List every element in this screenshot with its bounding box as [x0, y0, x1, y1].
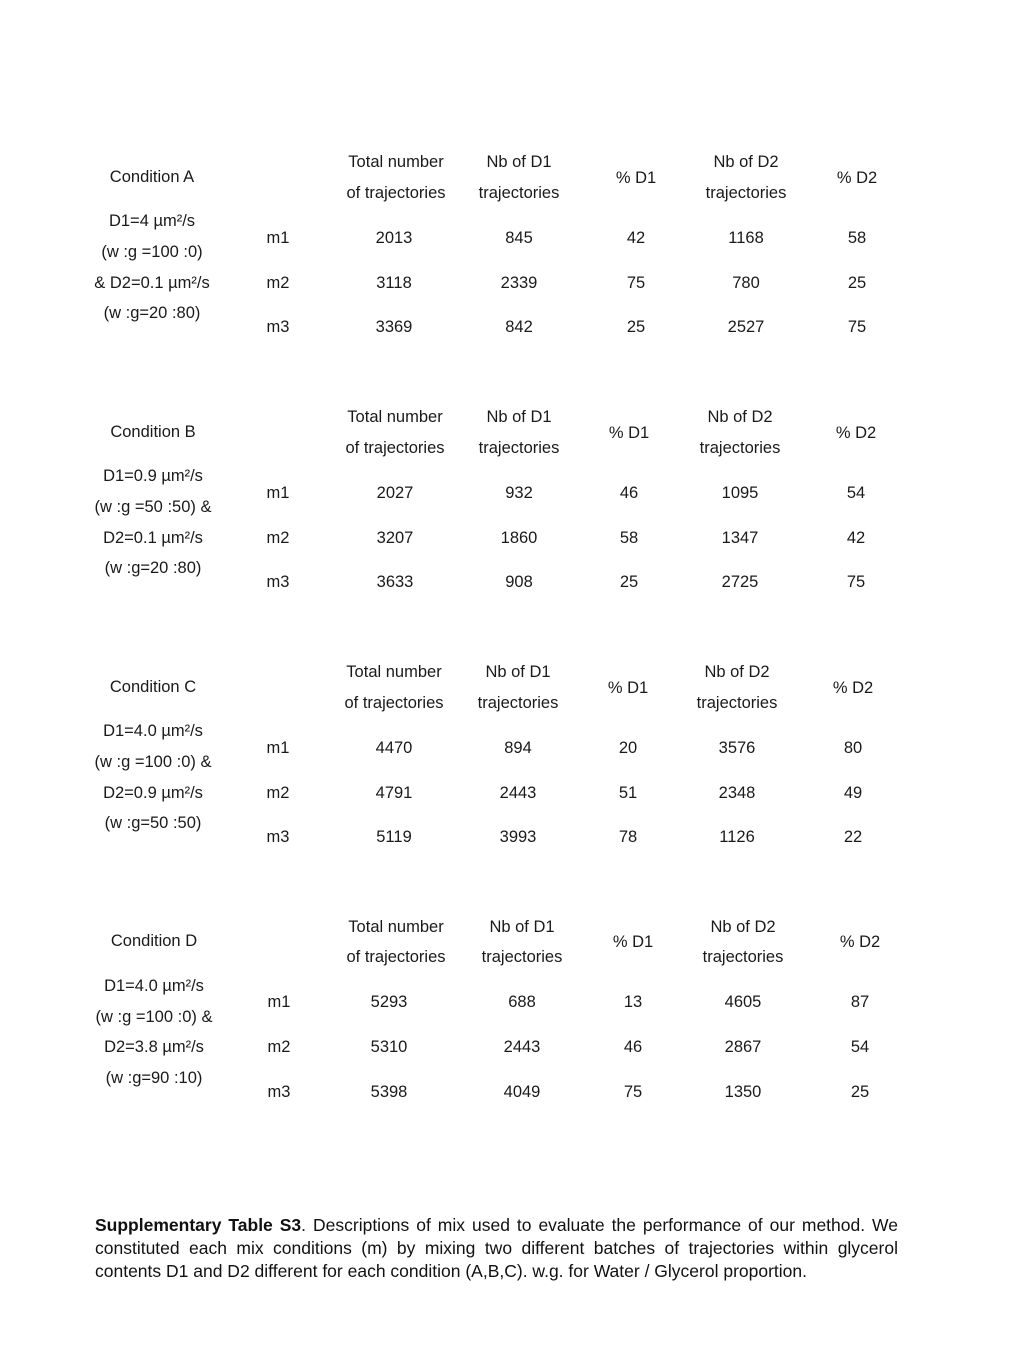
- pct-d2-value: 22: [843, 827, 863, 846]
- description-line: D2=0.1 µm²/s: [103, 528, 203, 547]
- header-total-line1: Total number: [346, 662, 442, 681]
- pct-d2-value: 54: [846, 483, 866, 502]
- header-pct-d2: % D2: [839, 932, 881, 951]
- total-value: 4791: [375, 783, 413, 802]
- pct-d2-value: 80: [843, 738, 863, 757]
- header-nbd2-line2: trajectories: [699, 438, 781, 457]
- condition-label: Condition A: [109, 167, 195, 186]
- nbd2-value: 3576: [718, 738, 756, 757]
- nbd2-value: 1095: [721, 483, 759, 502]
- condition-label: Condition B: [110, 422, 196, 441]
- description-line: (w :g=20 :80): [104, 558, 202, 577]
- nbd1-value: 908: [505, 572, 533, 591]
- mix-label: m2: [266, 528, 290, 547]
- description-line: D2=0.9 µm²/s: [103, 783, 203, 802]
- pct-d1-value: 42: [626, 228, 646, 247]
- pct-d1-value: 75: [623, 1082, 643, 1101]
- caption-label: Supplementary Table S3: [95, 1214, 302, 1235]
- nbd2-value: 780: [732, 273, 760, 292]
- nbd1-value: 932: [505, 483, 533, 502]
- nbd2-value: 1126: [719, 827, 755, 846]
- table-caption: [95, 1214, 898, 1284]
- nbd1-value: 2443: [503, 1037, 541, 1056]
- header-pct-d1: % D1: [612, 932, 654, 951]
- mix-label: m1: [266, 738, 290, 757]
- pct-d1-value: 46: [623, 1037, 643, 1056]
- nbd1-value: 3993: [499, 827, 537, 846]
- header-nbd2-line2: trajectories: [702, 947, 784, 966]
- mix-label: m3: [266, 827, 290, 846]
- nbd1-value: 2443: [499, 783, 537, 802]
- pct-d2-value: 42: [846, 528, 866, 547]
- header-total-line1: Total number: [348, 917, 444, 936]
- mix-label: m3: [266, 317, 290, 336]
- pct-d2-value: 75: [847, 317, 867, 336]
- pct-d2-value: 75: [846, 572, 866, 591]
- mix-label: m2: [267, 1037, 291, 1056]
- pct-d2-value: 25: [850, 1082, 870, 1101]
- pct-d1-value: 46: [619, 483, 639, 502]
- header-pct-d1: % D1: [607, 678, 649, 697]
- nbd2-value: 1347: [721, 528, 759, 547]
- mix-label: m1: [266, 228, 290, 247]
- header-nbd2-line1: Nb of D2: [713, 152, 779, 171]
- pct-d1-value: 25: [619, 572, 639, 591]
- pct-d1-value: 25: [626, 317, 646, 336]
- pct-d2-value: 49: [843, 783, 863, 802]
- pct-d2-value: 54: [850, 1037, 870, 1056]
- total-value: 3633: [376, 572, 414, 591]
- nbd2-value: 2348: [718, 783, 756, 802]
- header-nbd2-line2: trajectories: [705, 183, 787, 202]
- description-line: D1=0.9 µm²/s: [103, 466, 203, 485]
- nbd1-value: 845: [505, 228, 533, 247]
- condition-label: Condition D: [110, 931, 198, 950]
- mix-label: m1: [266, 483, 290, 502]
- total-value: 3369: [375, 317, 413, 336]
- header-pct-d1: % D1: [608, 423, 650, 442]
- total-value: 3118: [376, 273, 412, 292]
- header-pct-d2: % D2: [836, 168, 878, 187]
- header-total-line1: Total number: [348, 152, 444, 171]
- header-nbd2-line1: Nb of D2: [707, 407, 773, 426]
- total-value: 5119: [376, 827, 412, 846]
- total-value: 5293: [370, 992, 408, 1011]
- nbd1-value: 4049: [503, 1082, 541, 1101]
- header-nbd2-line1: Nb of D2: [704, 662, 770, 681]
- pct-d1-value: 51: [618, 783, 638, 802]
- table-condition-d: [0, 917, 1024, 1127]
- mix-label: m2: [266, 273, 290, 292]
- header-nbd2-line2: trajectories: [696, 693, 778, 712]
- description-line: D1=4.0 µm²/s: [103, 721, 203, 740]
- nbd2-value: 2725: [721, 572, 759, 591]
- caption-text: . Descriptions of mix used to evaluate the performance of our method. We constituted each mix conditions (m) by mixing two different batches of trajectories within glycerol contents D1 and D2 different for each condition (A,B,C). w.g. for Water / Glycerol proportion.: [95, 1214, 898, 1282]
- header-total-line2: of trajectories: [346, 947, 446, 966]
- description-line: D2=3.8 µm²/s: [104, 1037, 204, 1056]
- mix-label: m3: [266, 572, 290, 591]
- pct-d2-value: 58: [847, 228, 867, 247]
- header-nbd2-line1: Nb of D2: [710, 917, 776, 936]
- total-value: 2027: [376, 483, 414, 502]
- mix-label: m1: [267, 992, 291, 1011]
- header-pct-d2: % D2: [835, 423, 877, 442]
- header-total-line2: of trajectories: [344, 693, 444, 712]
- mix-label: m2: [266, 783, 290, 802]
- total-value: 4470: [375, 738, 413, 757]
- pct-d1-value: 78: [618, 827, 638, 846]
- description-line: (w :g=50 :50): [104, 813, 202, 832]
- nbd1-value: 842: [505, 317, 533, 336]
- table-condition-c: [0, 662, 1024, 872]
- header-pct-d1: % D1: [615, 168, 657, 187]
- header-nbd1-line1: Nb of D1: [489, 917, 555, 936]
- header-total-line1: Total number: [347, 407, 443, 426]
- nbd2-value: 4605: [724, 992, 762, 1011]
- description-line: (w :g=20 :80): [103, 303, 201, 322]
- header-nbd1-line2: trajectories: [481, 947, 563, 966]
- description-line: D1=4.0 µm²/s: [104, 976, 204, 995]
- description-line: & D2=0.1 µm²/s: [94, 273, 210, 292]
- pct-d1-value: 75: [626, 273, 646, 292]
- header-nbd1-line1: Nb of D1: [486, 407, 552, 426]
- table-condition-b: [0, 407, 1024, 617]
- pct-d1-value: 20: [618, 738, 638, 757]
- nbd2-value: 2527: [727, 317, 765, 336]
- header-pct-d2: % D2: [832, 678, 874, 697]
- total-value: 2013: [375, 228, 413, 247]
- nbd2-value: 1168: [728, 228, 764, 247]
- nbd1-value: 688: [508, 992, 536, 1011]
- table-condition-a: [0, 152, 1024, 362]
- nbd2-value: 1350: [724, 1082, 762, 1101]
- description-line: (w :g =100 :0) &: [94, 752, 212, 771]
- description-line: (w :g =100 :0): [101, 242, 203, 261]
- pct-d2-value: 25: [847, 273, 867, 292]
- header-nbd1-line2: trajectories: [478, 183, 560, 202]
- nbd2-value: 2867: [724, 1037, 762, 1056]
- header-total-line2: of trajectories: [346, 183, 446, 202]
- description-line: (w :g =100 :0) &: [95, 1007, 213, 1026]
- nbd1-value: 2339: [500, 273, 538, 292]
- mix-label: m3: [267, 1082, 291, 1101]
- header-nbd1-line2: trajectories: [477, 693, 559, 712]
- nbd1-value: 894: [504, 738, 532, 757]
- nbd1-value: 1860: [500, 528, 538, 547]
- total-value: 5398: [370, 1082, 408, 1101]
- pct-d2-value: 87: [850, 992, 870, 1011]
- condition-label: Condition C: [109, 677, 197, 696]
- header-nbd1-line1: Nb of D1: [485, 662, 551, 681]
- header-nbd1-line1: Nb of D1: [486, 152, 552, 171]
- total-value: 3207: [376, 528, 414, 547]
- total-value: 5310: [370, 1037, 408, 1056]
- description-line: D1=4 µm²/s: [108, 211, 196, 230]
- description-line: (w :g =50 :50) &: [94, 497, 212, 516]
- header-total-line2: of trajectories: [345, 438, 445, 457]
- description-line: (w :g=90 :10): [105, 1068, 203, 1087]
- header-nbd1-line2: trajectories: [478, 438, 560, 457]
- pct-d1-value: 58: [619, 528, 639, 547]
- pct-d1-value: 13: [623, 992, 643, 1011]
